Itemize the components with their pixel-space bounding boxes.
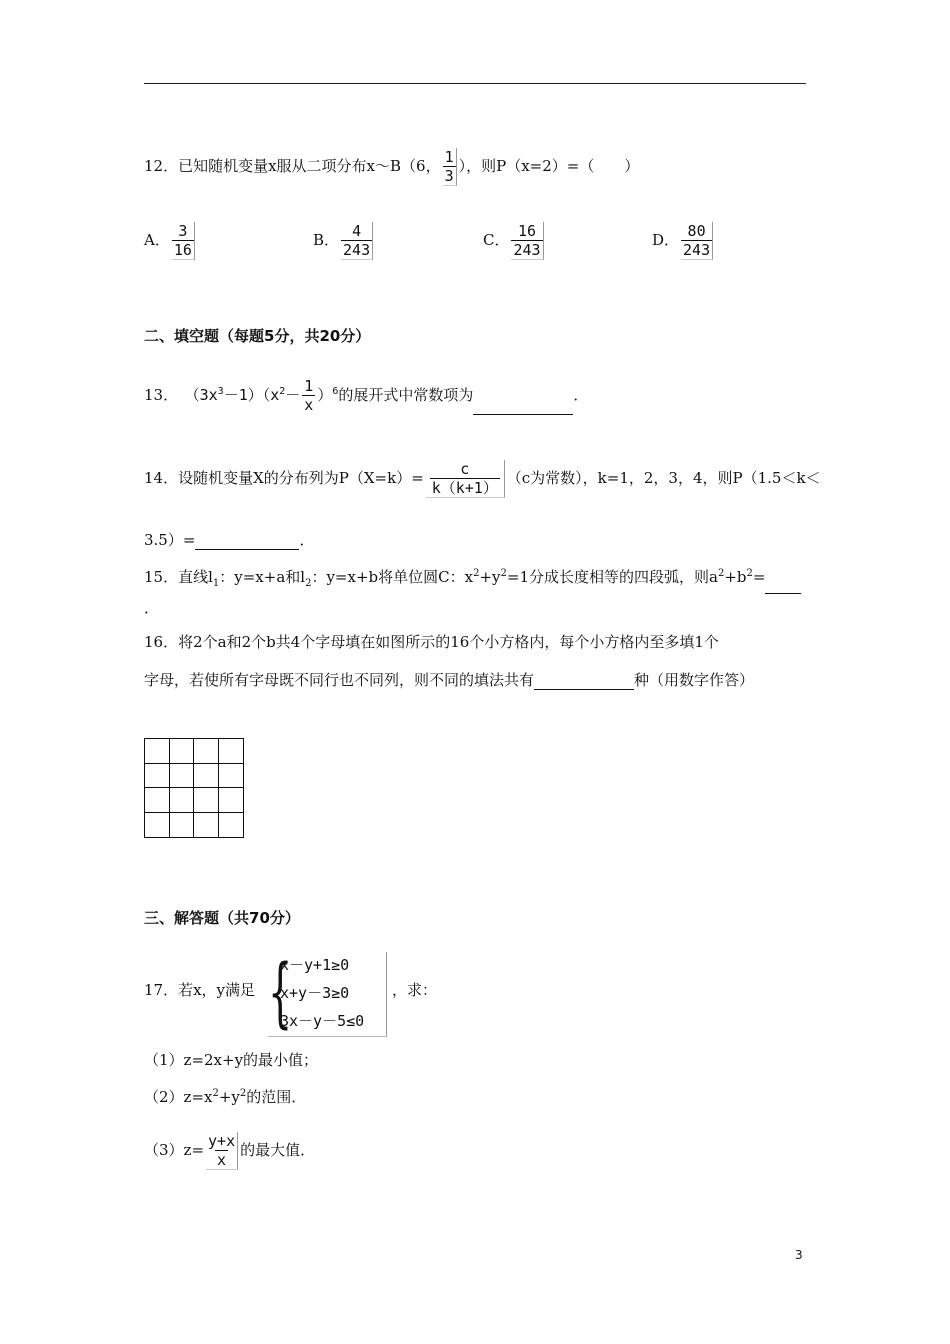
option-b-fraction: $\frac{4}{243}$ [341, 222, 373, 260]
option-c-fraction: $\frac{16}{243}$ [511, 222, 543, 260]
fraction: $\frac{c}{k(k+1)}$ [426, 460, 505, 498]
question-16-line2: 字母，若使所有字母既不同行也不同列，则不同的填法共有 种（用数字作答） [144, 671, 755, 689]
grid-cell [219, 813, 244, 838]
fraction: $\frac{y+x}{x}$ [206, 1132, 238, 1170]
option-c: C． $\frac{16}{243}$ [483, 222, 546, 260]
answer-blank[interactable] [195, 533, 299, 550]
grid-cell [194, 813, 219, 838]
grid-cell [170, 813, 195, 838]
grid-cell [194, 739, 219, 764]
option-d: D． $\frac{80}{243}$ [652, 222, 715, 260]
option-a-fraction: $\frac{3}{16}$ [172, 222, 195, 260]
grid-cell [170, 788, 195, 813]
question-15-end: ． [144, 599, 160, 617]
question-14-cont: 3.5）= ． [144, 531, 315, 549]
question-14: 14．设随机变量X的分布列为P（X=k）= $\frac{c}{k(k+1)}$ （c为常数），k=1，2，3，4，则P（1.5＜k＜ [144, 460, 821, 497]
page-number: 3 [795, 1248, 803, 1262]
question-15: 15．直线$l_1$：y=x+a和$l_2$：y=x+b将单位圆C：$x^2+y^2=1$分成长度相等的四段弧，则$a^2+b^2=$ [144, 564, 801, 594]
inequality-row: x－y+1≥0 [280, 956, 350, 974]
question-13: 13． $(3x^3-1)(x^2-$ $\frac{1}{x}$ ）$^6$的展开式中常数项为 ． [144, 377, 589, 414]
option-b: B． $\frac{4}{243}$ [313, 222, 375, 260]
answer-blank[interactable] [473, 398, 573, 415]
inequality-row: x+y－3≥0 [280, 984, 350, 1002]
grid-cell [219, 764, 244, 789]
inequality-row: 3x－y－5≤0 [280, 1012, 365, 1030]
fraction: $\frac{1}{3}$ [443, 148, 457, 186]
grid-cell [194, 764, 219, 789]
expression: $(3x^3-1)(x^2-$ $\frac{1}{x}$ ）$^6$ [192, 377, 339, 414]
option-d-fraction: $\frac{80}{243}$ [681, 222, 713, 260]
grid-cell [194, 788, 219, 813]
inequality-system [268, 947, 387, 1037]
section-heading-fill-in: 二、填空题（每题5分，共20分） [144, 327, 371, 345]
grid-cell [145, 739, 170, 764]
left-brace-icon: { [268, 947, 293, 1036]
header-rule [144, 83, 806, 84]
part-1: （1）z=2x+y的最小值； [144, 1051, 319, 1069]
part-3: （3）z= $\frac{y+x}{x}$ 的最大值． [144, 1132, 316, 1169]
part-2: $(2)z=x^2+y^2$的范围． [144, 1088, 307, 1106]
grid-cell [145, 788, 170, 813]
question-16-line1: 16．将2个a和2个b共4个字母填在如图所示的16个小方格内，每个小方格内至多填1个 [144, 633, 719, 651]
grid-cell [145, 813, 170, 838]
section-heading-solutions: 三、解答题（共70分） [144, 909, 300, 927]
grid-cell [219, 788, 244, 813]
question-17-lead: 17．若x，y满足 [144, 981, 256, 999]
grid-cell [170, 739, 195, 764]
answer-blank[interactable] [534, 673, 634, 690]
question-17-tail: ，求： [392, 981, 438, 999]
option-a: A． $\frac{3}{16}$ [144, 222, 197, 260]
grid-cell [219, 739, 244, 764]
four-by-four-grid [144, 738, 244, 838]
question-12: 12．已知随机变量x服从二项分布x～B（6， $\frac{1}{3}$ ），则P（x=2）=（ ） [144, 148, 640, 185]
answer-blank[interactable] [765, 577, 801, 594]
grid-cell [170, 764, 195, 789]
grid-cell [145, 764, 170, 789]
